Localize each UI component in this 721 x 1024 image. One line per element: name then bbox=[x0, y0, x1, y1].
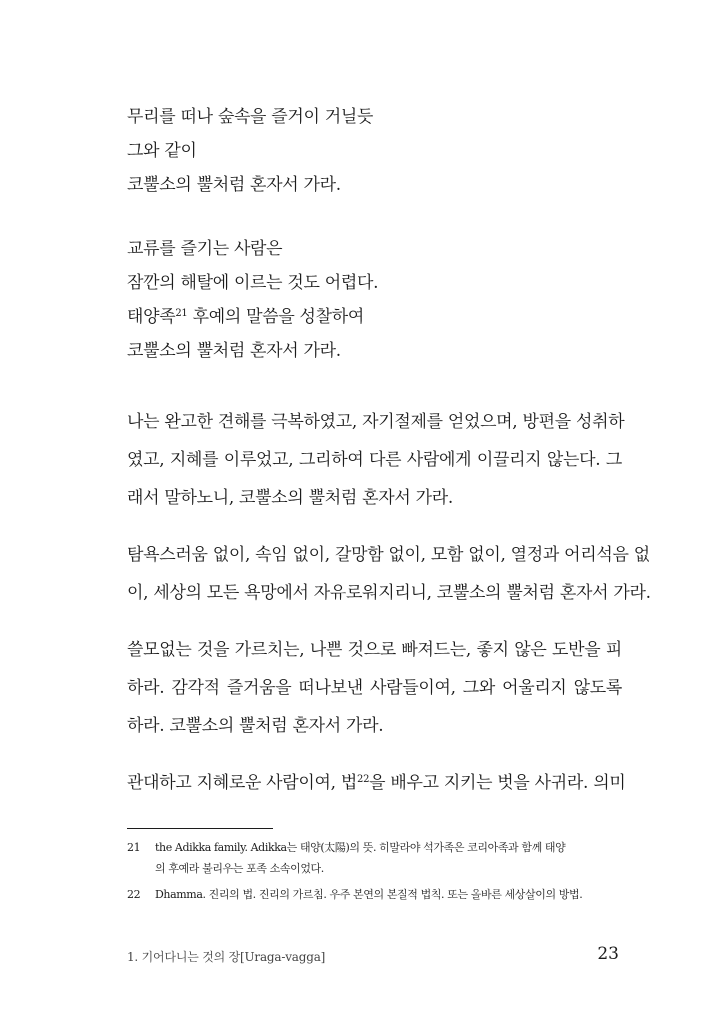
footnote-number: 21 bbox=[127, 841, 141, 854]
verse-line: 코뿔소의 뿔처럼 혼자서 가라. bbox=[127, 341, 341, 361]
paragraph-line-with-footnote-ref bbox=[127, 764, 626, 802]
verse-line: 그와 같이 bbox=[127, 141, 197, 161]
paragraph-line: 하라. 감각적 즐거움을 떠나보낸 사람들이여, 그와 어울리지 않도록 bbox=[127, 678, 622, 698]
paragraph-line: 래서 말하노니, 코뿔소의 뿔처럼 혼자서 가라. bbox=[127, 488, 453, 508]
footnote-ref-22[interactable]: 22 bbox=[357, 774, 370, 785]
paragraph-2 bbox=[127, 536, 651, 612]
footnote-divider bbox=[127, 828, 273, 829]
footnote-text: 의 후예라 불리우는 포족 소속이었다. bbox=[155, 862, 324, 875]
verse-line: 코뿔소의 뿔처럼 혼자서 가라. bbox=[127, 175, 341, 195]
paragraph-4 bbox=[127, 764, 626, 802]
paragraph-line: 탐욕스러움 없이, 속임 없이, 갈망함 없이, 모함 없이, 열정과 어리석음 없 bbox=[127, 545, 650, 565]
verse-line: 잠깐의 해탈에 이르는 것도 어렵다. bbox=[127, 273, 379, 293]
verse-line: 무리를 떠나 숲속을 즐거이 거닐듯 bbox=[127, 107, 374, 127]
verse-block-2 bbox=[127, 232, 627, 368]
footnote-number: 22 bbox=[127, 888, 141, 901]
verse-text: 후예의 말씀을 성찰하여 bbox=[187, 307, 365, 327]
verse-text: 태양족 bbox=[127, 307, 176, 327]
footnote-21 bbox=[127, 837, 622, 879]
paragraph-3 bbox=[127, 631, 622, 745]
verse-line-with-footnote-ref bbox=[127, 300, 627, 334]
paragraph-line: 이, 세상의 모든 욕망에서 자유로워지리니, 코뿔소의 뿔처럼 혼자서 가라. bbox=[127, 583, 651, 603]
footnote-ref-21[interactable]: 21 bbox=[175, 308, 188, 319]
page-number: 23 bbox=[597, 944, 619, 964]
footnote-22 bbox=[127, 884, 622, 905]
paragraph-line: 였고, 지혜를 이루었고, 그리하여 다른 사람에게 이끌리지 않는다. 그 bbox=[127, 450, 622, 470]
footnote-text: Dhamma. 진리의 법. 진리의 가르침. 우주 본연의 본질적 법칙. 또는 올바른 세상살이의 방법. bbox=[155, 888, 583, 901]
running-footer-title: 1. 기어다니는 것의 장[Uraga-vagga] bbox=[127, 950, 326, 964]
paragraph-1 bbox=[127, 403, 625, 517]
footnote-text: the Adikka family. Adikka는 태양(太陽)의 뜻. 히말라야 석가족은 코리아족과 함께 태양 bbox=[155, 841, 566, 854]
verse-line: 교류를 즐기는 사람은 bbox=[127, 239, 283, 259]
paragraph-text: 관대하고 지혜로운 사람이여, 법 bbox=[127, 773, 358, 793]
verse-block-1 bbox=[127, 100, 627, 202]
paragraph-line: 나는 완고한 견해를 극복하였고, 자기절제를 얻었으며, 방편을 성취하 bbox=[127, 412, 625, 432]
paragraph-line: 쓸모없는 것을 가르치는, 나쁜 것으로 빠져드는, 좋지 않은 도반을 피 bbox=[127, 640, 622, 660]
paragraph-text: 을 배우고 지키는 벗을 사귀라. 의미 bbox=[369, 773, 626, 793]
paragraph-line: 하라. 코뿔소의 뿔처럼 혼자서 가라. bbox=[127, 716, 384, 736]
